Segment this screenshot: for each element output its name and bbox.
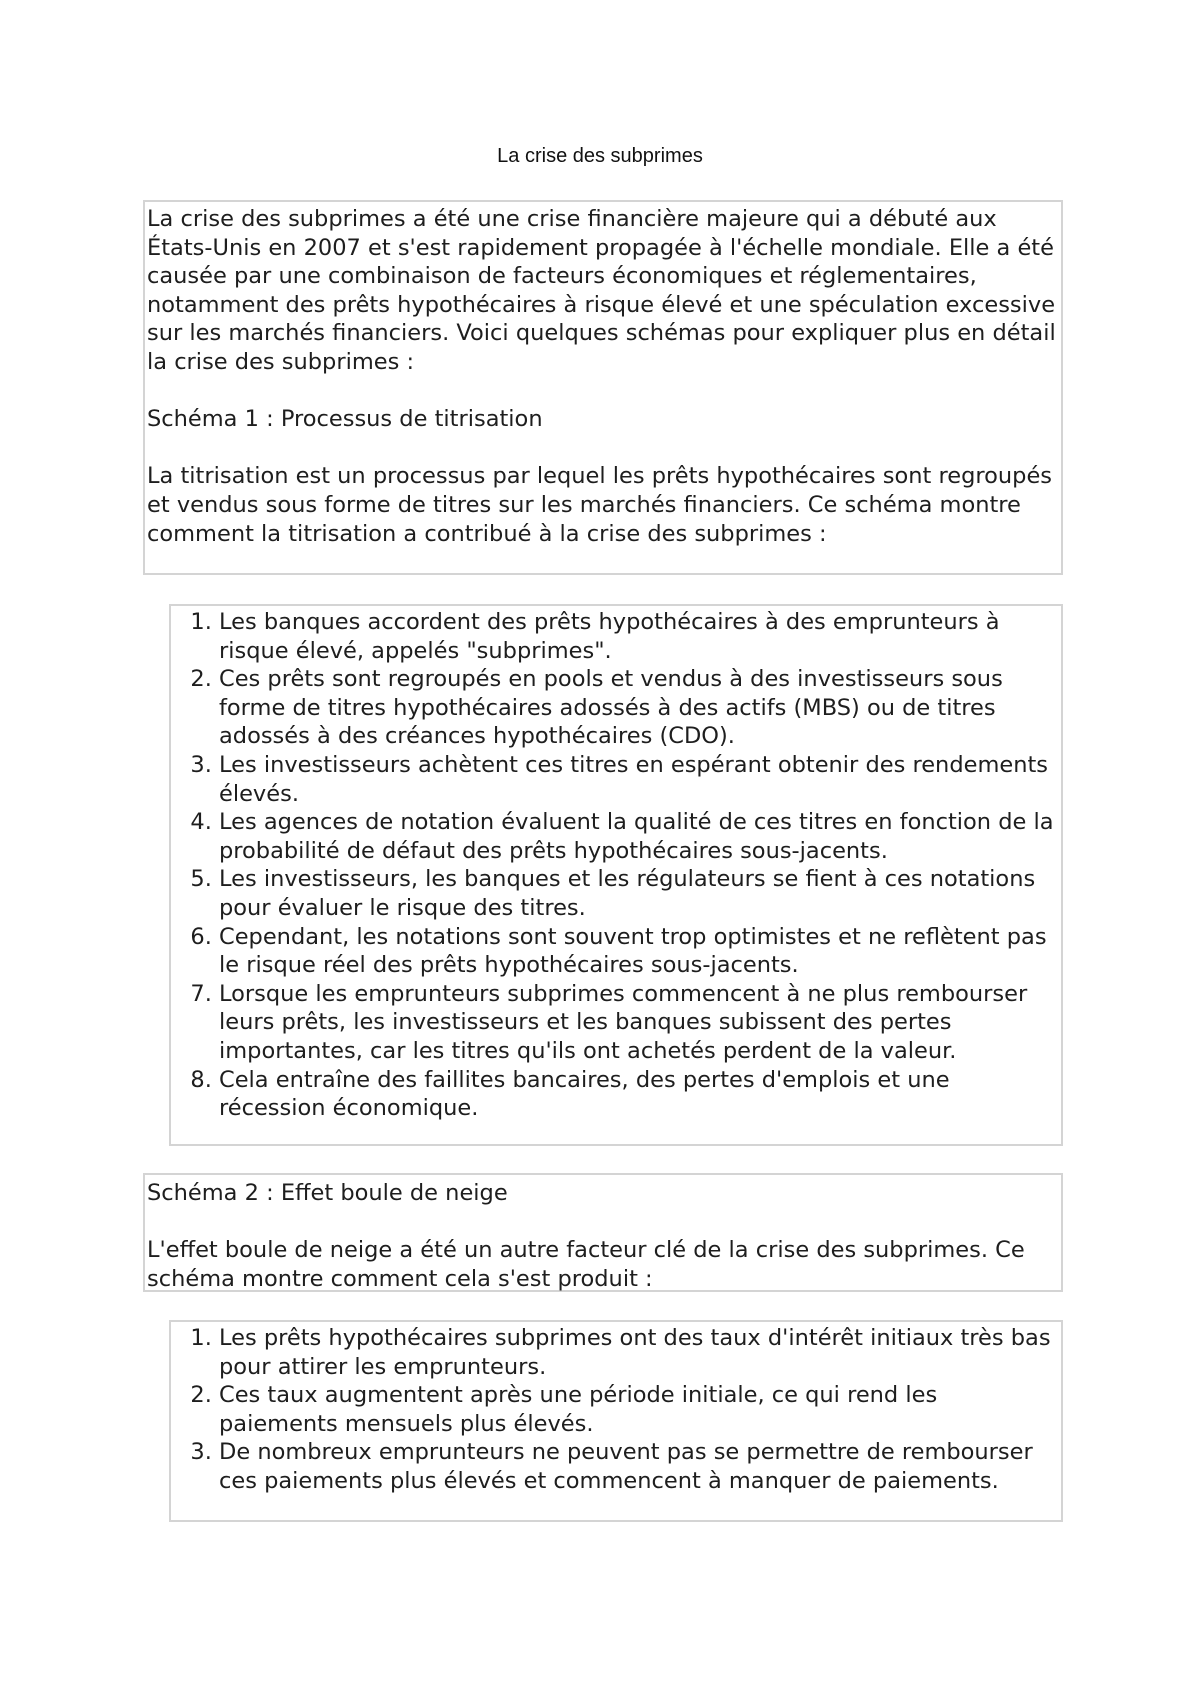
list-item: 3. Les investisseurs achètent ces titres en espérant obtenir des rendements élevés. [219,751,1061,808]
list-item: 6. Cependant, les notations sont souvent trop optimistes et ne reflètent pas le risque réel des prêts hypothécaires sous-jacents. [219,923,1061,980]
schema2-description: L'effet boule de neige a été un autre facteur clé de la crise des subprimes. Ce schéma montre comment cela s'est produit : [147,1237,1025,1292]
schema1-description: La titrisation est un processus par lequel les prêts hypothécaires sont regroupés et vendus sous forme de titres sur les marchés financiers. Ce schéma montre comment la titrisation a contribué à la crise des subprimes : [147,463,1053,547]
list-item: 4. Les agences de notation évaluent la qualité de ces titres en fonction de la probabilité de défaut des prêts hypothécaires sous-jacents. [219,808,1061,865]
schema1-steps-box [169,604,1063,1146]
intro-text-box [143,200,1063,575]
intro-paragraph: La crise des subprimes a été une crise financière majeure qui a débuté aux États-Unis en 2007 et s'est rapidement propagée à l'échelle mondiale. Elle a été causée par une combinaison de facteurs économiques et réglementaires, notamment des prêts hypothécaires à risque élevé et une spéculation excessive sur les marchés financiers. Voici quelques schémas pour expliquer plus en détail la crise des subprimes : [147,206,1056,375]
schema1-heading: Schéma 1 : Processus de titrisation [147,406,543,433]
paragraph-spacer [147,1208,1061,1237]
list-item: 2. Ces taux augmentent après une période initiale, ce qui rend les paiements mensuels plus élevés. [219,1381,1061,1438]
list-item: 1. Les banques accordent des prêts hypothécaires à des emprunteurs à risque élevé, appelés "subprimes". [219,608,1061,665]
schema1-steps-list [171,606,1061,1123]
schema2-steps-box [169,1320,1063,1522]
paragraph-spacer [147,377,1061,406]
page-title: La crise des subprimes [497,145,703,167]
schema2-heading: Schéma 2 : Effet boule de neige [147,1180,508,1206]
paragraph-spacer [147,434,1061,463]
list-item: 1. Les prêts hypothécaires subprimes ont des taux d'intérêt initiaux très bas pour attirer les emprunteurs. [219,1324,1061,1381]
schema2-steps-list [171,1322,1061,1496]
list-item: 5. Les investisseurs, les banques et les régulateurs se fient à ces notations pour évaluer le risque des titres. [219,865,1061,922]
list-item: 8. Cela entraîne des faillites bancaires, des pertes d'emplois et une récession économique. [219,1066,1061,1123]
schema2-text-box [143,1173,1063,1292]
list-item: 2. Ces prêts sont regroupés en pools et vendus à des investisseurs sous forme de titres hypothécaires adossés à des actifs (MBS) ou de titres adossés à des créances hypothécaires (CDO). [219,665,1061,751]
list-item: 3. De nombreux emprunteurs ne peuvent pas se permettre de rembourser ces paiements plus élevés et commencent à manquer de paiements. [219,1438,1061,1495]
list-item: 7. Lorsque les emprunteurs subprimes commencent à ne plus rembourser leurs prêts, les investisseurs et les banques subissent des pertes importantes, car les titres qu'ils ont achetés perdent de la valeur. [219,980,1061,1066]
